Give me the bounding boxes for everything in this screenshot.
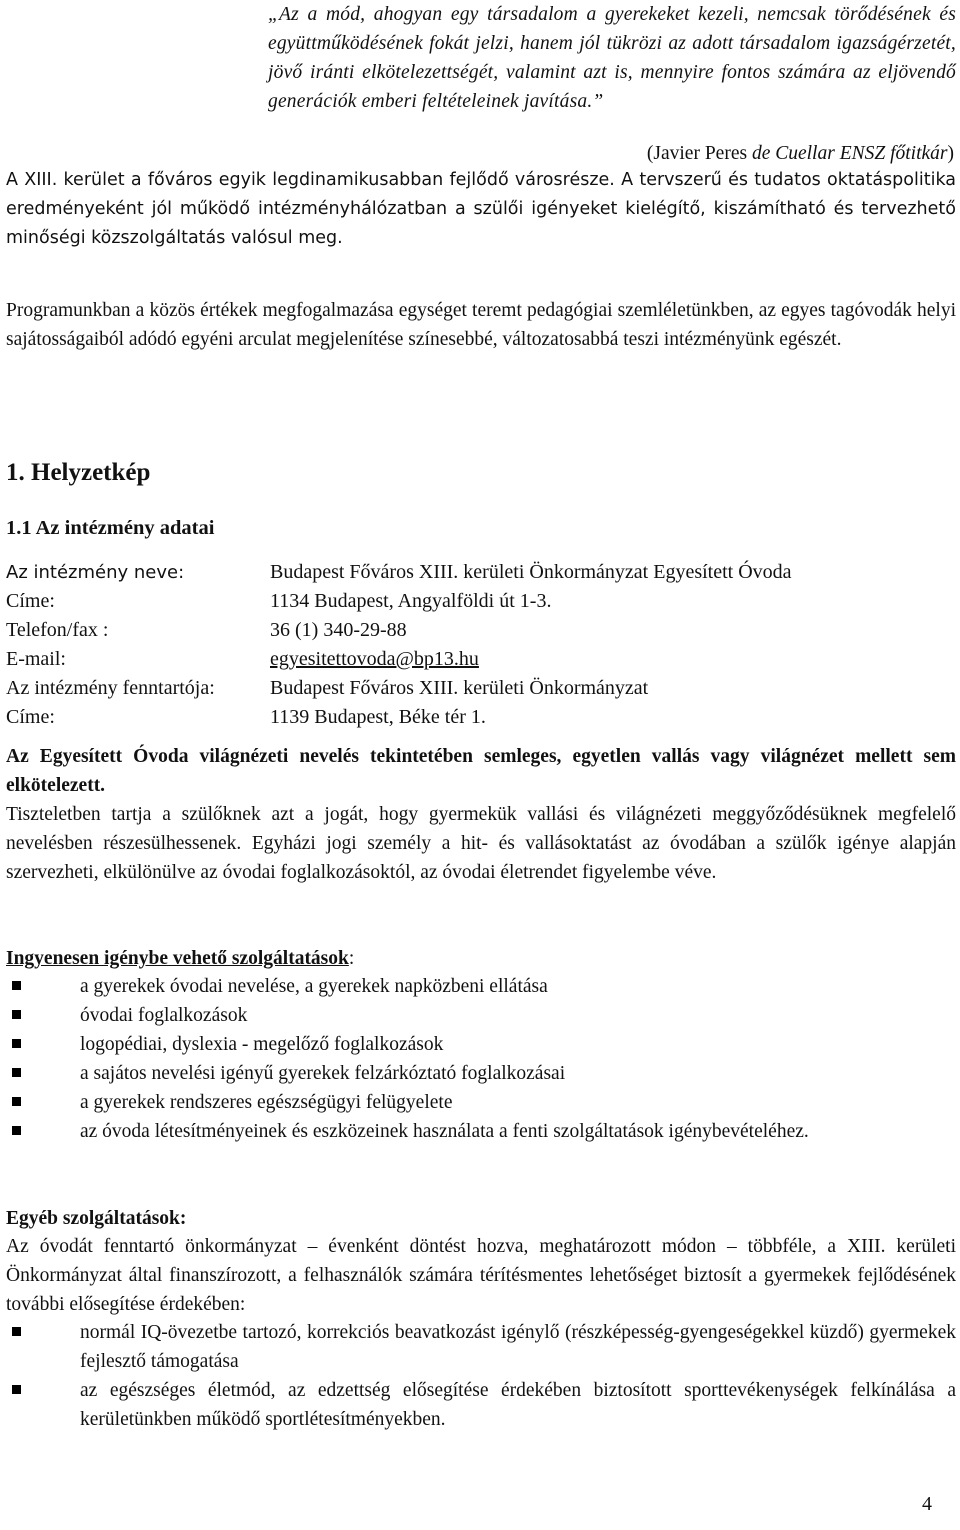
info-row-maintainer xyxy=(6,674,956,703)
other-services-list xyxy=(6,1318,956,1434)
worldview-paragraph: Tiszteletben tartja a szülőknek azt a jogát, hogy gyermekük vallási és világnézeti meggyőződésüknek megfelelő nevelésben részesülhessenek. Egyházi jogi személy a hit- és vallásoktatást az óvodában a szülők igénye alapján szervezheti, elkülönülve az óvodai foglalkozásoktól, az óvodai életrendet figyelembe véve. xyxy=(6,804,956,883)
square-bullet-icon xyxy=(12,1010,21,1019)
email-link[interactable]: egyesitettovoda@bp13.hu xyxy=(270,648,479,670)
list-item xyxy=(6,1059,956,1088)
info-value: 36 (1) 340-29-88 xyxy=(270,619,407,641)
info-label: Az intézmény neve: xyxy=(6,562,185,583)
list-item-text: a gyerekek rendszeres egészségügyi felügyelete xyxy=(80,1092,453,1113)
list-item-text: logopédiai, dyslexia - megelőző foglalkozások xyxy=(80,1034,444,1055)
free-services-colon: : xyxy=(348,948,355,969)
free-services-list xyxy=(6,972,956,1146)
other-services-heading: Egyéb szolgáltatások: xyxy=(6,1208,187,1229)
square-bullet-icon xyxy=(12,981,21,990)
info-label: E-mail: xyxy=(6,648,66,670)
section-heading: 1. Helyzetkép xyxy=(6,459,151,486)
list-item xyxy=(6,1117,956,1146)
attribution-italic: de Cuellar ENSZ főtitkár xyxy=(751,143,948,164)
info-label: Az intézmény fenntartója: xyxy=(6,677,215,699)
list-item xyxy=(6,1030,956,1059)
intro-paragraph-2 xyxy=(6,296,956,354)
info-value: Budapest Főváros XIII. kerületi Önkormányzat Egyesített Óvoda xyxy=(270,561,792,583)
info-row-maintainer-address xyxy=(6,703,956,732)
free-services-heading-text: Ingyenesen igénybe vehető szolgáltatások xyxy=(6,948,349,969)
list-item xyxy=(6,1376,956,1434)
list-item xyxy=(6,1318,956,1376)
square-bullet-icon xyxy=(12,1327,21,1336)
square-bullet-icon xyxy=(12,1385,21,1394)
list-item-text: az egészséges életmód, az edzettség elősegítése érdekében biztosított sporttevékenységek felkínálása a kerületünkben működő sportlétesítményekben. xyxy=(80,1380,956,1430)
epigraph-quote: „Az a mód, ahogyan egy társadalom a gyerekeket kezeli, nemcsak törődésének és együttműködésének fokát jelzi, hanem jól tükrözi az adott társadalom igazságérzetét, jövő iránti elkötelezettségét, valamint azt is, mennyire fontos számára az eljövendő generációk emberi feltételeinek javítása.” xyxy=(268,4,956,112)
intro-paragraph-2-text: Programunkban a közös értékek megfogalmazása egységet teremt pedagógiai szemléletünkben, az egyes tagóvodák helyi sajátosságaiból adódó egyéni arculat megjelenítése színesebbé, változatosabbá teszi intézményünk egészét. xyxy=(6,300,956,350)
info-label: Címe: xyxy=(6,706,55,728)
list-item-text: a gyerekek óvodai nevelése, a gyerekek napközbeni ellátása xyxy=(80,976,548,997)
square-bullet-icon xyxy=(12,1126,21,1135)
square-bullet-icon xyxy=(12,1097,21,1106)
info-row-email xyxy=(6,645,956,674)
worldview-statement: Az Egyesített Óvoda világnézeti nevelés tekintetében semleges, egyetlen vallás vagy világnézet mellett sem elkötelezett. xyxy=(6,746,956,796)
section-subheading: 1.1 Az intézmény adatai xyxy=(6,517,215,539)
institution-data xyxy=(6,558,956,732)
info-value: 1134 Budapest, Angyalföldi út 1-3. xyxy=(270,590,552,612)
free-services-heading xyxy=(6,944,956,973)
attribution-suffix: ) xyxy=(947,143,954,164)
info-value: 1139 Budapest, Béke tér 1. xyxy=(270,706,486,728)
info-label: Telefon/fax : xyxy=(6,619,109,641)
info-label: Címe: xyxy=(6,590,55,612)
info-row-address xyxy=(6,587,956,616)
list-item xyxy=(6,1001,956,1030)
list-item-text: normál IQ-övezetbe tartozó, korrekciós beavatkozást igénylő (részképesség-gyengeségekkel küzdő) gyermekek fejlesztő támogatása xyxy=(80,1322,956,1372)
list-item-text: a sajátos nevelési igényű gyerekek felzárkóztató foglalkozásai xyxy=(80,1063,566,1084)
square-bullet-icon xyxy=(12,1068,21,1077)
intro-paragraph-1-text: A XIII. kerület a főváros egyik legdinamikusabban fejlődő városrésze. A tervszerű és tudatos oktatáspolitika eredményeként jól működő intézményhálózatban a szülői igényeket kielégítő, kiszámítható és tervezhető minőségi közszolgáltatás valósul meg. xyxy=(6,170,956,248)
intro-paragraph-1 xyxy=(6,166,956,253)
list-item xyxy=(6,972,956,1001)
attribution-prefix: (Javier Peres xyxy=(646,143,752,164)
info-row-phone xyxy=(6,616,956,645)
list-item-text: az óvoda létesítményeinek és eszközeinek használata a fenti szolgáltatások igénybevételéhez. xyxy=(80,1121,809,1142)
page-number: 4 xyxy=(922,1493,932,1515)
info-value: Budapest Főváros XIII. kerületi Önkormányzat xyxy=(270,677,649,699)
square-bullet-icon xyxy=(12,1039,21,1048)
list-item-text: óvodai foglalkozások xyxy=(80,1005,248,1026)
list-item xyxy=(6,1088,956,1117)
other-services-paragraph: Az óvodát fenntartó önkormányzat – évenként döntést hozva, meghatározott módon – többféle, a XIII. kerületi Önkormányzat által finanszírozott, a felhasználók számára térítésmentes lehetőséget biztosít a gyermekek fejlődésének további elősegítése érdekében: xyxy=(6,1236,956,1315)
info-row-name xyxy=(6,558,956,587)
epigraph-attribution xyxy=(647,143,954,165)
